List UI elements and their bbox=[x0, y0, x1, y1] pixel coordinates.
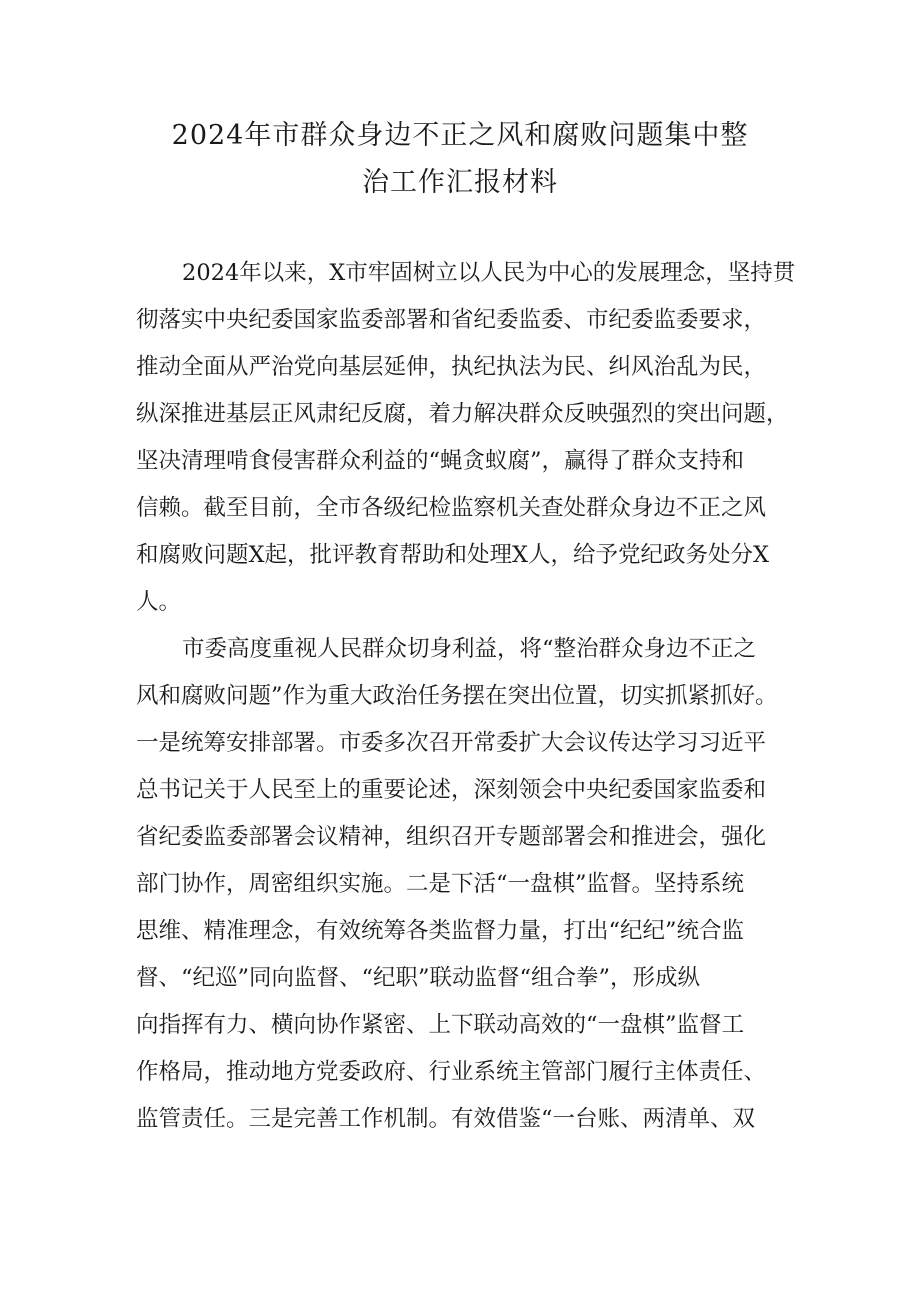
paragraph-line: 彻落实中央纪委国家监委部署和省纪委监委、市纪委监委要求， bbox=[136, 307, 767, 333]
paragraph-line: 和腐败问题X起，批评教育帮助和处理X人，给予党纪政务处分X bbox=[136, 542, 770, 568]
paragraph-2 bbox=[136, 626, 796, 1143]
paragraph-line: 推动全面从严治党向基层延伸，执纪执法为民、纠风治乱为民， bbox=[136, 354, 767, 380]
paragraph-line: 向指挥有力、横向协作紧密、上下联动高效的“一盘棋”监督工 bbox=[136, 1012, 745, 1038]
paragraph-line: 一是统筹安排部署。市委多次召开常委扩大会议传达学习习近平 bbox=[136, 730, 767, 756]
title-line-1: 2024年市群众身边不正之风和腐败问题集中整 bbox=[171, 120, 749, 151]
paragraph-line: 作格局，推动地方党委政府、行业系统主管部门履行主体责任、 bbox=[136, 1059, 767, 1085]
paragraph-line: 思维、精准理念，有效统筹各类监督力量，打出“纪纪”统合监 bbox=[136, 918, 745, 944]
paragraph-line: 风和腐败问题”作为重大政治任务摆在突出位置，切实抓紧抓好。 bbox=[136, 683, 778, 709]
paragraph-line: 监管责任。三是完善工作机制。有效借鉴“一台账、两清单、双 bbox=[136, 1106, 756, 1132]
document-body bbox=[136, 250, 796, 1143]
paragraph-line: 省纪委监委部署会议精神，组织召开专题部署会和推进会，强化 bbox=[136, 824, 767, 850]
paragraph-line: 市委高度重视人民群众切身利益，将“整治群众身边不正之 bbox=[182, 636, 757, 662]
document-title bbox=[120, 112, 800, 206]
paragraph-line: 坚决清理啃食侵害群众利益的“蝇贪蚁腐”，赢得了群众支持和 bbox=[136, 448, 745, 474]
paragraph-line: 纵深推进基层正风肃纪反腐，着力解决群众反映强烈的突出问题， bbox=[136, 401, 789, 427]
paragraph-1 bbox=[136, 250, 796, 626]
paragraph-line: 总书记关于人民至上的重要论述，深刻领会中央纪委国家监委和 bbox=[136, 777, 767, 803]
paragraph-line: 人。 bbox=[136, 589, 182, 615]
paragraph-line: 2024年以来，X市牢固树立以人民为中心的发展理念，坚持贯 bbox=[182, 260, 796, 286]
paragraph-line: 督、“纪巡”同向监督、“纪职”联动监督“组合拳”，形成纵 bbox=[136, 965, 701, 991]
paragraph-line: 信赖。截至目前，全市各级纪检监察机关查处群众身边不正之风 bbox=[136, 495, 767, 521]
paragraph-line: 部门协作，周密组织实施。二是下活“一盘棋”监督。坚持系统 bbox=[136, 871, 745, 897]
title-line-2: 治工作汇报材料 bbox=[362, 167, 558, 198]
